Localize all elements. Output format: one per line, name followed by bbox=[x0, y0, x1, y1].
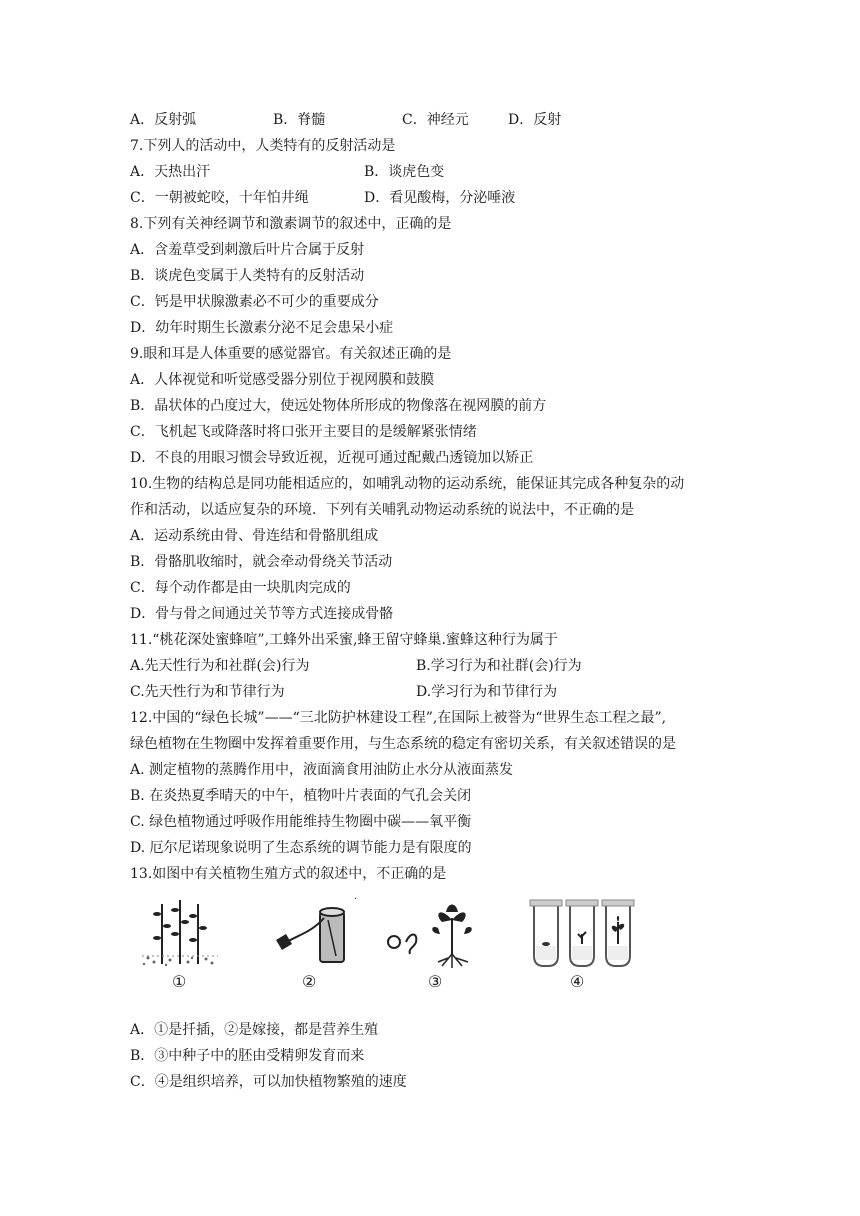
q11-option-c: C.先天性行为和节律行为 bbox=[130, 684, 285, 700]
q10-stem-line1: 10.生物的结构总是同功能相适应的，如哺乳动物的运动系统，能保证其完成各种复杂的动 bbox=[130, 476, 685, 492]
q13-option-a: A．①是扦插，②是嫁接，都是营养生殖 bbox=[130, 1022, 379, 1038]
q8-option-b: B．谈虎色变属于人类特有的反射活动 bbox=[130, 268, 365, 284]
q6-option-d: D．反射 bbox=[508, 112, 562, 128]
q13-stem: 13.如图中有关植物生殖方式的叙述中，不正确的是 bbox=[130, 866, 447, 882]
q11-stem: 11.“桃花深处蜜蜂喧”,工蜂外出采蜜,蜂王留守蜂巢.蜜蜂这种行为属于 bbox=[130, 632, 558, 648]
plant-reproduction-figure bbox=[140, 894, 660, 998]
grafting-illustration bbox=[270, 898, 360, 974]
cutting-illustration bbox=[140, 898, 220, 974]
test-tubes-icon bbox=[528, 898, 638, 970]
q11-option-b: B.学习行为和社群(会)行为 bbox=[416, 658, 582, 674]
stray-dot: · bbox=[354, 894, 358, 905]
q9-option-b: B．晶状体的凸度过大，使远处物体所形成的物像落在视网膜的前方 bbox=[130, 398, 547, 414]
q7-stem: 7.下列人的活动中，人类特有的反射活动是 bbox=[130, 138, 396, 154]
seed-illustration bbox=[382, 898, 482, 974]
q10-stem-line2: 作和活动，以适应复杂的环境．下列有关哺乳动物运动系统的说法中，不正确的是 bbox=[130, 502, 634, 518]
q12-stem-line2: 绿色植物在生物圈中发挥着重要作用，与生态系统的稳定有密切关系，有关叙述错误的是 bbox=[130, 736, 676, 752]
q6-option-c: C．神经元 bbox=[402, 112, 469, 128]
q9-option-c: C．飞机起飞或降落时将口张开主要目的是缓解紧张情绪 bbox=[130, 424, 477, 440]
tissue-culture-illustration bbox=[528, 898, 638, 974]
q8-option-a: A．含羞草受到刺激后叶片合属于反射 bbox=[130, 242, 365, 258]
q10-option-d: D．骨与骨之间通过关节等方式连接成骨骼 bbox=[130, 606, 394, 622]
q10-option-b: B．骨骼肌收缩时，就会牵动骨绕关节活动 bbox=[130, 554, 393, 570]
figure-label-4: ④ bbox=[570, 972, 585, 991]
figure-label-1: ① bbox=[172, 972, 187, 991]
seedling-icon bbox=[382, 898, 482, 970]
q10-option-c: C．每个动作都是由一块肌肉完成的 bbox=[130, 580, 351, 596]
cutting-icon bbox=[140, 898, 220, 970]
q6-option-a: A．反射弧 bbox=[130, 112, 197, 128]
q8-option-d: D．幼年时期生长激素分泌不足会患呆小症 bbox=[130, 320, 394, 336]
q6-option-b: B．脊髓 bbox=[273, 112, 326, 128]
q12-option-a: A. 测定植物的蒸腾作用中，液面滴食用油防止水分从液面蒸发 bbox=[130, 762, 514, 778]
q13-option-b: B．③中种子中的胚由受精卵发育而来 bbox=[130, 1048, 365, 1064]
q9-option-a: A．人体视觉和听觉感受器分别位于视网膜和鼓膜 bbox=[130, 372, 435, 388]
q7-option-a: A．天热出汗 bbox=[130, 164, 211, 180]
q9-stem: 9.眼和耳是人体重要的感觉器官。有关叙述正确的是 bbox=[130, 346, 452, 362]
q10-option-a: A．运动系统由骨、骨连结和骨骼肌组成 bbox=[130, 528, 379, 544]
grafting-icon bbox=[270, 898, 360, 970]
q7-option-d: D．看见酸梅，分泌唾液 bbox=[364, 190, 516, 206]
q12-stem-line1: 12.中国的“绿色长城”——“三北防护林建设工程”,在国际上被誉为“世界生态工程之最”, bbox=[130, 710, 667, 726]
figure-label-2: ② bbox=[302, 972, 317, 991]
q9-option-d: D．不良的用眼习惯会导致近视，近视可通过配戴凸透镜加以矫正 bbox=[130, 450, 534, 466]
q8-option-c: C．钙是甲状腺激素必不可少的重要成分 bbox=[130, 294, 379, 310]
q8-stem: 8.下列有关神经调节和激素调节的叙述中，正确的是 bbox=[130, 216, 452, 232]
figure-label-3: ③ bbox=[428, 972, 443, 991]
q7-option-c: C．一朝被蛇咬，十年怕井绳 bbox=[130, 190, 309, 206]
q12-option-c: C. 绿色植物通过呼吸作用能维持生物圈中碳——氧平衡 bbox=[130, 814, 472, 830]
q12-option-b: B. 在炎热夏季晴天的中午，植物叶片表面的气孔会关闭 bbox=[130, 788, 472, 804]
q11-option-d: D.学习行为和节律行为 bbox=[416, 684, 558, 700]
q11-option-a: A.先天性行为和社群(会)行为 bbox=[130, 658, 310, 674]
q12-option-d: D. 厄尔尼诺现象说明了生态系统的调节能力是有限度的 bbox=[130, 840, 472, 856]
q13-option-c: C．④是组织培养，可以加快植物繁殖的速度 bbox=[130, 1074, 407, 1090]
q7-option-b: B．谈虎色变 bbox=[364, 164, 445, 180]
